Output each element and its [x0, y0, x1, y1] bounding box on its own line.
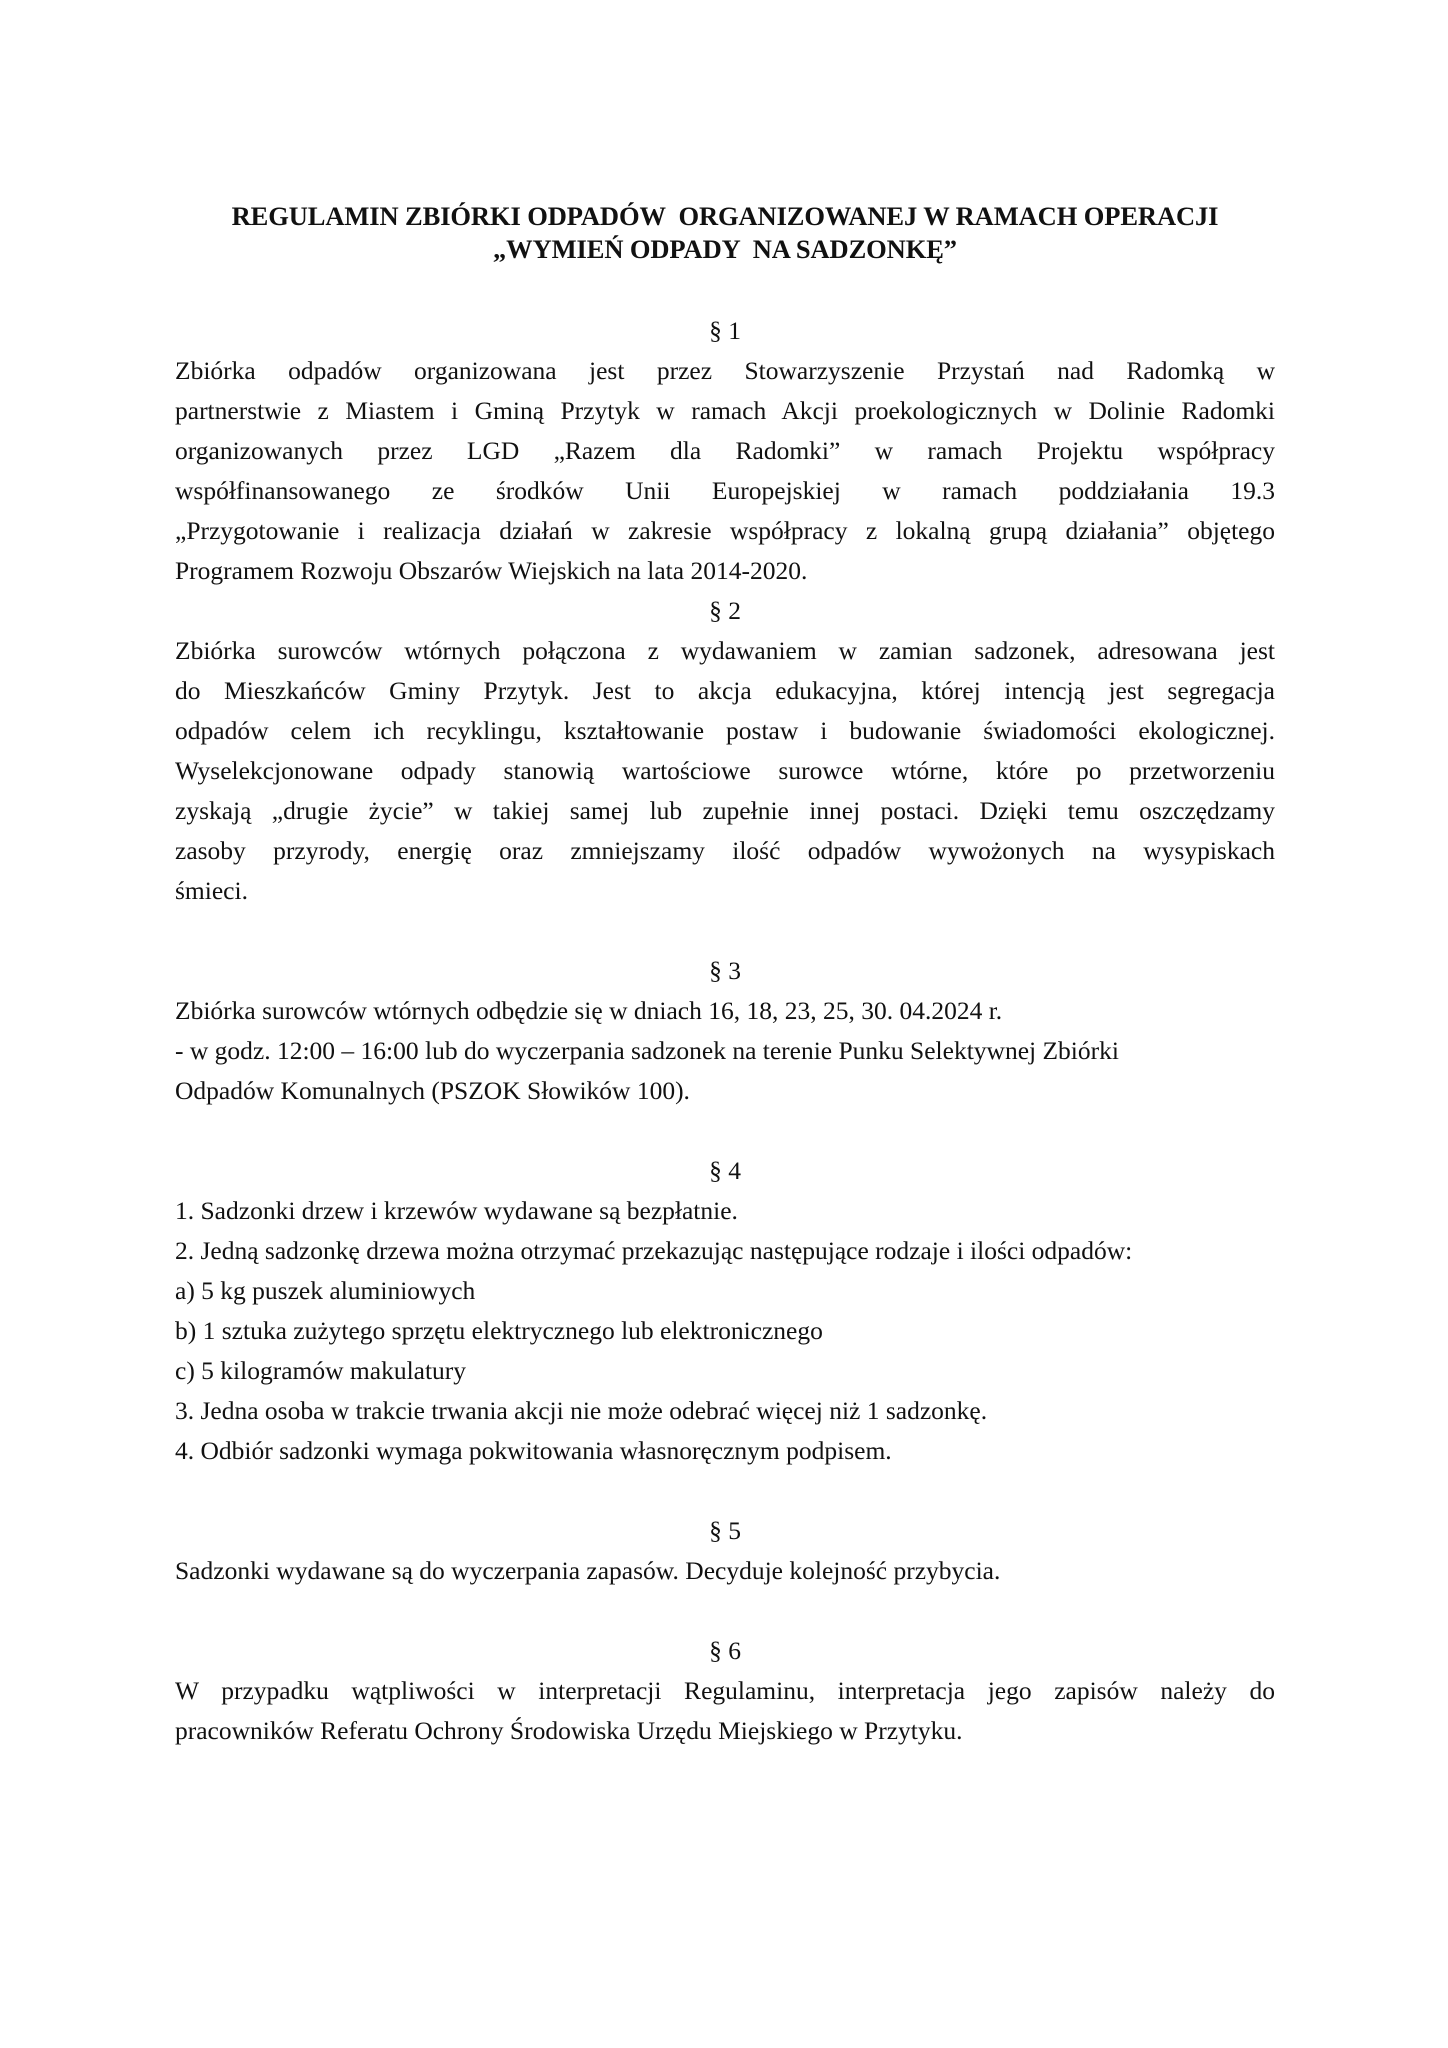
section-4 — [175, 1151, 1275, 1471]
section-1 — [175, 311, 1275, 591]
text-line: W przypadku wątpliwości w interpretacji Regulaminu, interpretacja jego zapisów należy do — [175, 1676, 1275, 1705]
list-item: 4. Odbiór sadzonki wymaga pokwitowania własnoręcznym podpisem. — [175, 1436, 892, 1465]
list-item: 3. Jedna osoba w trakcie trwania akcji nie może odebrać więcej niż 1 sadzonkę. — [175, 1396, 988, 1425]
spacer — [175, 1591, 1275, 1631]
text-line: pracowników Referatu Ochrony Środowiska Urzędu Miejskiego w Przytyku. — [175, 1716, 963, 1745]
section-5 — [175, 1511, 1275, 1591]
document-page — [175, 200, 1275, 1751]
text-line: Odpadów Komunalnych (PSZOK Słowików 100). — [175, 1076, 690, 1105]
text-line: Programem Rozwoju Obszarów Wiejskich na lata 2014-2020. — [175, 556, 808, 585]
text-line: Zbiórka surowców wtórnych połączona z wydawaniem w zamian sadzonek, adresowana jest — [175, 636, 1275, 665]
text-line: Zbiórka surowców wtórnych odbędzie się w dniach 16, 18, 23, 25, 30. 04.2024 r. — [175, 996, 1003, 1025]
spacer — [175, 266, 1275, 311]
text-line: partnerstwie z Miastem i Gminą Przytyk w ramach Akcji proekologicznych w Dolinie Radomki — [175, 396, 1275, 425]
section-mark: § 2 — [709, 596, 741, 625]
section-mark: § 1 — [709, 316, 741, 345]
text-line: odpadów celem ich recyklingu, kształtowanie postaw i budowanie świadomości ekologicznej. — [175, 716, 1275, 745]
list-item: 1. Sadzonki drzew i krzewów wydawane są bezpłatnie. — [175, 1196, 738, 1225]
section-body — [175, 1191, 1275, 1471]
list-item: 2. Jedną sadzonkę drzewa można otrzymać przekazując następujące rodzaje i ilości odpadów: — [175, 1236, 1133, 1265]
list-subitem: c) 5 kilogramów makulatury — [175, 1356, 467, 1385]
spacer — [175, 1111, 1275, 1151]
text-line: organizowanych przez LGD „Razem dla Radomki” w ramach Projektu współpracy — [175, 436, 1275, 465]
section-mark: § 5 — [709, 1516, 741, 1545]
title-line-1: REGULAMIN ZBIÓRKI ODPADÓW ORGANIZOWANEJ W RAMACH OPERACJI — [231, 201, 1219, 231]
list-subitem: a) 5 kg puszek aluminiowych — [175, 1276, 476, 1305]
spacer — [175, 911, 1275, 951]
section-2 — [175, 591, 1275, 911]
list-subitem: b) 1 sztuka zużytego sprzętu elektrycznego lub elektronicznego — [175, 1316, 823, 1345]
text-line: Sadzonki wydawane są do wyczerpania zapasów. Decyduje kolejność przybycia. — [175, 1556, 1001, 1585]
section-mark: § 3 — [709, 956, 741, 985]
text-line: Wyselekcjonowane odpady stanowią wartościowe surowce wtórne, które po przetworzeniu — [175, 756, 1275, 785]
section-body — [175, 631, 1275, 911]
section-3 — [175, 951, 1275, 1111]
section-body — [175, 991, 1275, 1111]
text-line: zasoby przyrody, energię oraz zmniejszamy ilość odpadów wywożonych na wysypiskach — [175, 836, 1275, 865]
text-line: do Mieszkańców Gminy Przytyk. Jest to akcja edukacyjna, której intencją jest segregacja — [175, 676, 1275, 705]
text-line: „Przygotowanie i realizacja działań w zakresie współpracy z lokalną grupą działania” objętego — [175, 516, 1275, 545]
text-line: współfinansowanego ze środków Unii Europejskiej w ramach poddziałania 19.3 — [175, 476, 1275, 505]
title-line-2: „WYMIEŃ ODPADY NA SADZONKĘ” — [493, 234, 957, 264]
spacer — [175, 1471, 1275, 1511]
section-body — [175, 1671, 1275, 1751]
section-6 — [175, 1631, 1275, 1751]
section-body — [175, 1551, 1275, 1591]
text-line: Zbiórka odpadów organizowana jest przez Stowarzyszenie Przystań nad Radomką w — [175, 356, 1275, 385]
text-line: zyskają „drugie życie” w takiej samej lub zupełnie innej postaci. Dzięki temu oszczędzamy — [175, 796, 1275, 825]
section-mark: § 6 — [709, 1636, 741, 1665]
text-line: śmieci. — [175, 876, 248, 905]
text-line: - w godz. 12:00 – 16:00 lub do wyczerpania sadzonek na terenie Punku Selektywnej Zbiórki — [175, 1036, 1119, 1065]
section-mark: § 4 — [709, 1156, 741, 1185]
document-title — [175, 200, 1275, 266]
section-body — [175, 351, 1275, 591]
